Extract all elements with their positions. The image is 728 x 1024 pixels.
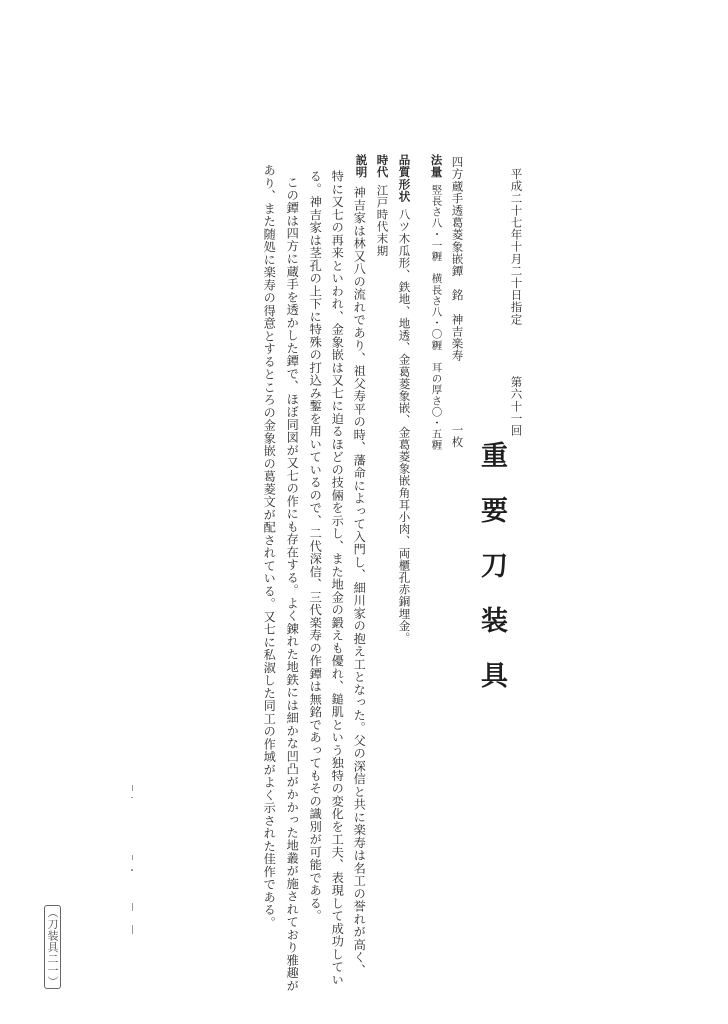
- item-count: 一枚: [450, 424, 465, 449]
- description-line: 神吉家は林又八の流れであり、祖父寿平の時、藩命によって入門し、細川家の抱え工となった。父の深信と共に楽寿は名工の誉れが高く、: [352, 186, 367, 977]
- page-title: 重要刀装具: [476, 441, 507, 716]
- form-label: 品質形状: [397, 154, 412, 203]
- form-row: [398, 154, 410, 644]
- description-line: この鐔は四方に蔵手を透かした鐔で、ほぼ同図が又七の作にも存在する。よく錬れた地鉄には細かな凹凸がかかった地叢が施されており雅趣が: [285, 176, 300, 992]
- page-footer-label: （刀装具二一）: [46, 906, 59, 988]
- description-label: 説明: [354, 154, 369, 179]
- session-number: 第六十一回: [509, 376, 524, 437]
- era-row: [376, 154, 388, 257]
- designation-date: 平成二十七年十月二十日指定: [509, 168, 524, 326]
- scan-specks: [129, 785, 137, 945]
- era-label: 時代: [375, 154, 390, 179]
- measurements-row: [430, 154, 442, 451]
- measurements-text: 竪長さ八・一糎 横長さ八・〇糎 耳の厚さ〇・五糎: [430, 184, 443, 451]
- description-line: 特に又七の再来といわれ、金象嵌は又七に迫るほどの技倆を示し、また地金の鍛えも優れ、鎚肌という独特の変化を工夫、表現して成功してい: [330, 170, 345, 986]
- object-name: 四方蔵手透葛菱象嵌鐔 銘 神吉楽寿: [450, 156, 465, 362]
- description-line: る。神吉家は茎孔の上下に特殊の打込み鏨を用いているので、二代深信、三代楽寿の作鐔は無銘であってもその識別が可能である。: [308, 170, 323, 923]
- form-text: 八ツ木瓜形、鉄地、地透、金葛菱象嵌、金葛菱象嵌角耳小肉、両櫃孔赤銅埋金。: [397, 208, 412, 645]
- measurements-label: 法量: [429, 154, 444, 179]
- description-line: あり、また随処に楽寿の得意とするところの金象嵌の葛菱文が配されている。又七に私淑した同工の作域がよく示された佳作である。: [262, 164, 277, 929]
- era-text: 江戸時代末期: [375, 184, 390, 257]
